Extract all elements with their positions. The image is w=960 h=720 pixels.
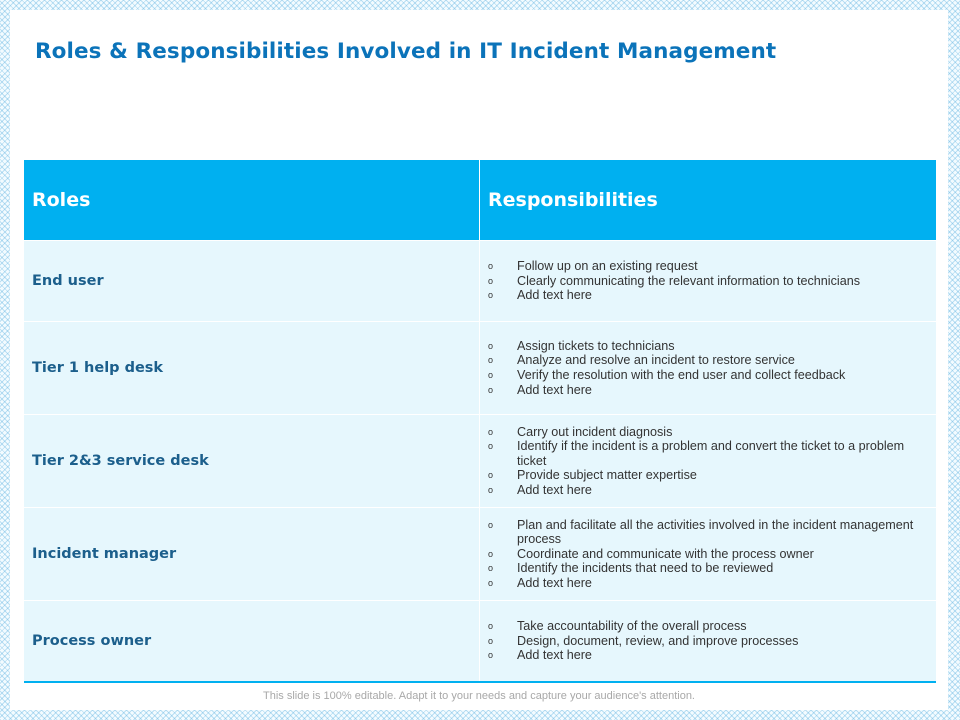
bullet-icon: o: [488, 261, 494, 272]
bullet-icon: o: [488, 519, 494, 530]
responsibility-text: Add text here: [517, 482, 592, 497]
bullet-icon: o: [488, 563, 494, 574]
responsibility-text: Identify if the incident is a problem and convert the ticket to a problem ticket: [517, 439, 905, 468]
responsibility-text: Add text here: [517, 575, 592, 590]
responsibility-text: Coordinate and communicate with the process owner: [517, 546, 814, 561]
slide: [10, 10, 948, 710]
list-item: [488, 353, 918, 368]
list-item: [488, 634, 918, 649]
responsibility-text: Identify the incidents that need to be reviewed: [517, 561, 774, 576]
bullet-icon: o: [488, 484, 494, 495]
list-item: [488, 288, 918, 303]
bullet-icon: o: [488, 635, 494, 646]
slide-title: Roles & Responsibilities Involved in IT Incident Management: [35, 39, 777, 64]
responsibility-text: Add text here: [517, 648, 592, 663]
list-item: [488, 368, 918, 383]
list-item: [488, 339, 918, 354]
list-item: [488, 518, 918, 547]
responsibility-list: [480, 518, 918, 591]
bullet-icon: o: [488, 290, 494, 301]
bullet-icon: o: [488, 650, 494, 661]
responsibility-list: [480, 339, 918, 397]
responsibilities-cell: [480, 508, 936, 600]
responsibilities-cell: [480, 415, 936, 507]
responsibility-text: Add text here: [517, 288, 592, 303]
responsibility-text: Assign tickets to technicians: [517, 338, 675, 353]
bullet-icon: o: [488, 370, 494, 380]
bullet-icon: o: [488, 384, 494, 395]
list-item: [488, 483, 918, 498]
responsibility-text: Verify the resolution with the end user and collect feedback: [517, 368, 846, 382]
list-item: [488, 439, 918, 468]
table-bottom-border: [24, 681, 936, 683]
bullet-icon: o: [488, 621, 494, 632]
role-cell: Incident manager: [24, 508, 480, 600]
table-header-row: [24, 160, 936, 240]
list-item: [488, 383, 918, 398]
table-row: [24, 414, 936, 507]
table-row: [24, 507, 936, 600]
bullet-icon: o: [488, 441, 494, 452]
bullet-icon: o: [488, 426, 494, 437]
list-item: [488, 561, 918, 576]
table-row: [24, 240, 936, 321]
list-item: [488, 648, 918, 663]
responsibility-text: Provide subject matter expertise: [517, 468, 697, 483]
list-item: [488, 547, 918, 562]
bullet-icon: o: [488, 355, 494, 366]
responsibility-text: Follow up on an existing request: [517, 259, 698, 274]
responsibility-text: Analyze and resolve an incident to restore service: [517, 353, 795, 368]
list-item: [488, 274, 918, 289]
responsibility-list: [480, 425, 918, 498]
responsibility-text: Design, document, review, and improve processes: [517, 633, 799, 648]
list-item: [488, 619, 918, 634]
table-row: [24, 600, 936, 681]
bullet-icon: o: [488, 470, 494, 481]
responsibilities-cell: [480, 601, 936, 681]
responsibility-list: [480, 619, 918, 663]
roles-table: [24, 160, 936, 683]
header-roles: Roles: [24, 160, 480, 240]
bullet-icon: o: [488, 275, 494, 286]
responsibility-text: Carry out incident diagnosis: [517, 424, 673, 439]
role-cell: Tier 2&3 service desk: [24, 415, 480, 507]
bullet-icon: o: [488, 577, 494, 588]
list-item: [488, 425, 918, 440]
list-item: [488, 576, 918, 591]
responsibilities-cell: [480, 241, 936, 321]
responsibility-text: Plan and facilitate all the activities involved in the incident management process: [517, 517, 914, 547]
bullet-icon: o: [488, 340, 494, 351]
footer-note: This slide is 100% editable. Adapt it to your needs and capture your audience's attention.: [263, 690, 695, 702]
bullet-icon: o: [488, 548, 494, 559]
role-cell: End user: [24, 241, 480, 321]
list-item: [488, 259, 918, 274]
responsibility-list: [480, 259, 918, 303]
responsibilities-cell: [480, 322, 936, 414]
responsibility-text: Clearly communicating the relevant information to technicians: [517, 273, 860, 288]
table-row: [24, 321, 936, 414]
list-item: [488, 468, 918, 483]
responsibility-text: Add text here: [517, 382, 592, 397]
header-responsibilities: Responsibilities: [488, 189, 658, 211]
responsibility-text: Take accountability of the overall process: [517, 619, 747, 634]
role-cell: Process owner: [24, 601, 480, 681]
role-cell: Tier 1 help desk: [24, 322, 480, 414]
